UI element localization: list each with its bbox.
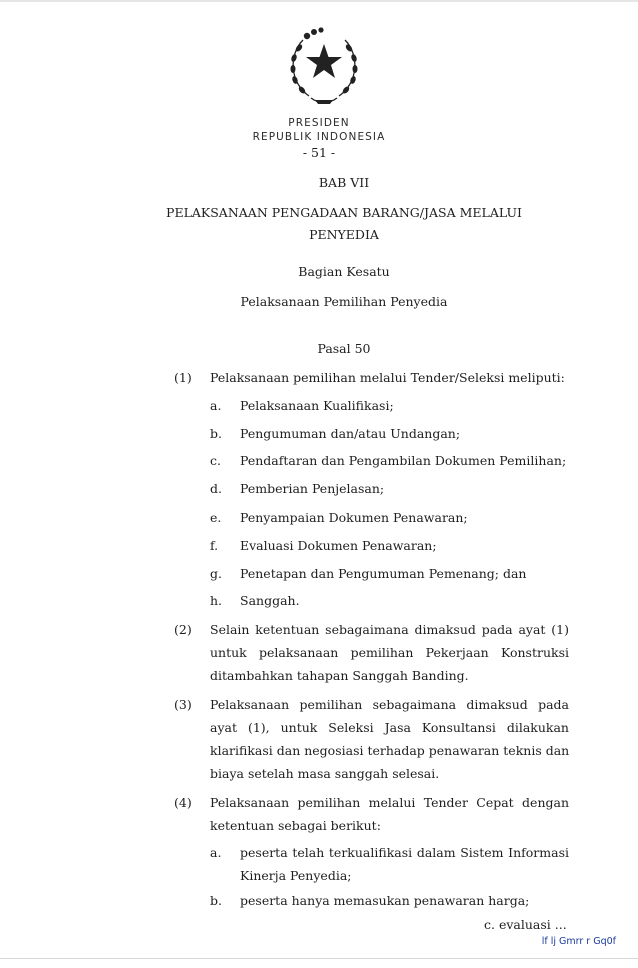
- list-item-label: c.: [210, 453, 221, 468]
- list-item-text: Pelaksanaan Kualifikasi;: [240, 398, 394, 413]
- chapter-title-line2: PENYEDIA: [309, 227, 379, 242]
- list-item-label: h.: [210, 593, 223, 608]
- header-republic: REPUBLIK INDONESIA: [252, 131, 386, 143]
- list-item-text: Kinerja Penyedia;: [240, 868, 352, 883]
- paragraph-line: klarifikasi dan negosiasi terhadap penawaran teknis dan: [210, 743, 570, 758]
- list-item-text: peserta hanya memasukan penawaran harga;: [240, 893, 530, 908]
- paragraph-number: (3): [174, 697, 192, 712]
- list-item-text: Pemberian Penjelasan;: [240, 481, 385, 496]
- paragraph-number: (1): [174, 370, 192, 385]
- section-title: Pelaksanaan Pemilihan Penyedia: [240, 294, 448, 309]
- list-item-label: d.: [210, 481, 222, 496]
- list-item-label: b.: [210, 426, 222, 441]
- list-item-text: Evaluasi Dokumen Penawaran;: [240, 538, 437, 553]
- paragraph-line: ketentuan sebagai berikut:: [210, 818, 381, 833]
- list-item-label: a.: [210, 398, 222, 413]
- paragraph-line: untuk pelaksanaan pemilihan Pekerjaan Konstruksi: [210, 645, 569, 660]
- list-item-text: peserta telah terkualifikasi dalam Sistem Informasi: [240, 845, 569, 860]
- chapter-title-line1: PELAKSANAAN PENGADAAN BARANG/JASA MELALUI: [166, 205, 522, 220]
- article-title: Pasal 50: [317, 341, 371, 356]
- scan-bottom-edge: [0, 958, 638, 959]
- list-item-label: e.: [210, 510, 222, 525]
- list-item-label: a.: [210, 845, 222, 860]
- footer-stamp: lf lj Gmrr r Gq0f: [541, 936, 616, 947]
- list-item-text: Penyampaian Dokumen Penawaran;: [240, 510, 468, 525]
- scan-top-edge: [0, 0, 638, 2]
- paragraph-text: Pelaksanaan pemilihan melalui Tender/Seleksi meliputi:: [210, 370, 565, 385]
- paragraph-line: Pelaksanaan pemilihan melalui Tender Cepat dengan: [210, 795, 569, 810]
- list-item-label: f.: [210, 538, 219, 553]
- list-item-text: Pengumuman dan/atau Undangan;: [240, 426, 461, 441]
- continuation-text: c. evaluasi ...: [484, 917, 567, 932]
- chapter-number: BAB VII: [318, 175, 370, 190]
- paragraph-line: Pelaksanaan pemilihan sebagaimana dimaksud pada: [210, 697, 569, 712]
- list-item-text: Pendaftaran dan Pengambilan Dokumen Pemilihan;: [240, 453, 567, 468]
- header-president: PRESIDEN: [288, 117, 350, 129]
- paragraph-line: Selain ketentuan sebagaimana dimaksud pada ayat (1): [210, 622, 569, 637]
- page-number: - 51 -: [302, 145, 336, 160]
- list-item-label: g.: [210, 566, 222, 581]
- state-emblem-icon: [281, 24, 367, 108]
- list-item-text: Sanggah.: [240, 593, 300, 608]
- paragraph-line: ayat (1), untuk Seleksi Jasa Konsultansi dilakukan: [210, 720, 569, 735]
- list-item-label: b.: [210, 893, 222, 908]
- paragraph-number: (2): [174, 622, 192, 637]
- list-item-text: Penetapan dan Pengumuman Pemenang; dan: [240, 566, 527, 581]
- paragraph-line: biaya setelah masa sanggah selesai.: [210, 766, 440, 781]
- paragraph-line: ditambahkan tahapan Sanggah Banding.: [210, 668, 469, 683]
- section-number: Bagian Kesatu: [298, 264, 390, 279]
- paragraph-number: (4): [174, 795, 192, 810]
